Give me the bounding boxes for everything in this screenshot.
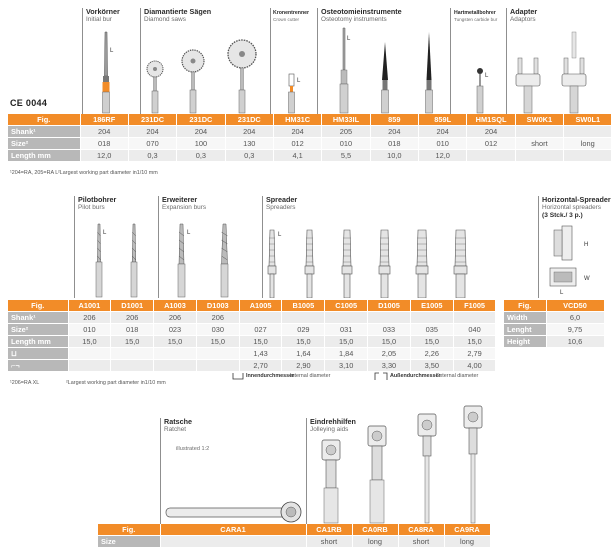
cell: 1,43 [239, 348, 282, 360]
table-row [8, 150, 612, 162]
group-subtitle: Horizontal spreaders [542, 204, 601, 211]
cell [453, 312, 496, 324]
table-row [504, 312, 604, 324]
inner-diameter-label-en: Internal diameter [290, 373, 331, 379]
cell: 031 [325, 324, 368, 336]
cell: 018 [370, 138, 418, 150]
cell [564, 126, 612, 138]
cell: 3,30 [368, 360, 411, 372]
cell: long [564, 138, 612, 150]
cell: 030 [196, 324, 239, 336]
spec-table-bottom [98, 524, 491, 548]
diamond-saw-medium-illustration [176, 48, 210, 114]
fig-cell: D1003 [196, 300, 239, 312]
fig-cell: A1005 [239, 300, 282, 312]
cell: 2,05 [368, 348, 411, 360]
fig-cell: E1005 [410, 300, 453, 312]
cell: 010 [68, 324, 111, 336]
jolleying-aid-4-illustration [458, 404, 488, 524]
table-row [8, 300, 496, 312]
pilot-bur-illustration [88, 222, 112, 298]
outer-diameter-icon [374, 372, 388, 381]
cell [410, 312, 453, 324]
fig-cell: 231DC [177, 114, 225, 126]
cell: 0,3 [128, 150, 176, 162]
row-label: Fig. [98, 524, 160, 536]
cell: 4,00 [453, 360, 496, 372]
cell: 206 [68, 312, 111, 324]
cell: short [306, 536, 352, 548]
group-title: Horizontal-Spreader [542, 195, 611, 204]
group-subtitle: Adaptors [510, 16, 536, 23]
table-row [504, 324, 604, 336]
row-label: Width [504, 312, 546, 324]
row-label: Fig. [8, 114, 80, 126]
cell: 204 [370, 126, 418, 138]
row-label: Size [98, 536, 160, 548]
spec-table-horizontal-spreader [504, 300, 605, 348]
divider [74, 196, 75, 298]
fig-cell: CA8RA [398, 524, 444, 536]
cell: 204 [419, 126, 467, 138]
cell: 027 [239, 324, 282, 336]
group-subtitle: Osteotomy instruments [321, 16, 387, 23]
cell: short [515, 138, 563, 150]
cell [325, 312, 368, 324]
cell: 5,5 [322, 150, 370, 162]
outer-diameter-label-en: External diameter [436, 373, 479, 379]
cell [515, 150, 563, 162]
table-row [8, 348, 496, 360]
carbide-bur-illustration [470, 62, 492, 114]
divider [450, 8, 451, 114]
cell: 0,3 [225, 150, 273, 162]
fig-cell: A1003 [154, 300, 197, 312]
length-marker: L [278, 232, 282, 238]
length-marker: L [560, 290, 564, 296]
group-title: Diamantierte Sägen [144, 7, 212, 16]
cell: 15,0 [453, 336, 496, 348]
cell: long [352, 536, 398, 548]
fig-cell: CA9RA [444, 524, 490, 536]
group-title: Vorkörner [86, 7, 120, 16]
length-marker: L [485, 73, 489, 79]
cell: short [398, 536, 444, 548]
cell: 204 [177, 126, 225, 138]
cell [467, 150, 515, 162]
table-row [8, 336, 496, 348]
cell [515, 126, 563, 138]
cell: 070 [128, 138, 176, 150]
footnote: ¹204=RA, 205=RA L [10, 170, 59, 176]
fig-cell: C1005 [325, 300, 368, 312]
cell: 130 [225, 138, 273, 150]
cell: 15,0 [68, 336, 111, 348]
cell: 2,26 [410, 348, 453, 360]
horizontal-spreader-illustration [544, 222, 604, 298]
group-subtitle: Tungsten carbide bur [454, 17, 498, 22]
fig-cell: SW0L1 [564, 114, 612, 126]
group-subtitle: Initial bur [86, 16, 112, 23]
cell: 3,50 [410, 360, 453, 372]
length-marker: L [103, 230, 107, 236]
inner-diameter-icon [232, 372, 244, 380]
divider [140, 8, 141, 114]
fig-cell: B1005 [282, 300, 325, 312]
divider [160, 418, 161, 524]
group-title: Hartmetallbohrer [454, 10, 496, 16]
row-label: Fig. [504, 300, 546, 312]
cell [154, 348, 197, 360]
footnote: ¹206=RA XL [10, 380, 40, 386]
cell: 040 [453, 324, 496, 336]
cell [154, 360, 197, 372]
cell: 206 [154, 312, 197, 324]
cell: 018 [80, 138, 128, 150]
cell: 023 [154, 324, 197, 336]
group-subtitle: Ratchet [164, 426, 187, 433]
row-label: Length mm [8, 336, 68, 348]
cell: 15,0 [111, 336, 154, 348]
fig-cell: 859 [370, 114, 418, 126]
cell: 033 [368, 324, 411, 336]
spreader-illustration [264, 226, 490, 298]
cell [111, 360, 154, 372]
length-marker: L [347, 36, 351, 42]
fig-cell: VCD50 [546, 300, 604, 312]
cell: 204 [467, 126, 515, 138]
divider [317, 8, 318, 114]
cell: 012 [467, 138, 515, 150]
crown-cutter-illustration [282, 72, 304, 114]
osteotomy-instrument-2-illustration [374, 40, 396, 114]
group-title: Spreader [266, 195, 298, 204]
table-row [98, 524, 490, 536]
cell: 010 [322, 138, 370, 150]
expansion-bur-illustration [170, 222, 196, 298]
cell: 029 [282, 324, 325, 336]
row-label: Lenght [504, 324, 546, 336]
table-row [8, 324, 496, 336]
cell: 205 [322, 126, 370, 138]
cell: 1,64 [282, 348, 325, 360]
row-label: Size² [8, 138, 80, 150]
jolleying-aid-3-illustration [412, 412, 442, 524]
fig-cell: CA1RB [306, 524, 352, 536]
table-row [504, 300, 604, 312]
fig-cell: 231DC [128, 114, 176, 126]
adaptor-short-illustration [510, 56, 546, 114]
inner-diameter-row-icon: ⊔ [8, 348, 68, 360]
cell: 10,6 [546, 336, 604, 348]
cell: 15,0 [410, 336, 453, 348]
cell: long [444, 536, 490, 548]
fig-cell: HM31C [273, 114, 321, 126]
cell [282, 312, 325, 324]
cell: 100 [177, 138, 225, 150]
divider [506, 8, 507, 114]
divider [158, 196, 159, 298]
cell: 018 [111, 324, 154, 336]
cell [160, 536, 306, 548]
height-marker: H [584, 242, 589, 248]
inner-diameter-label: Innendurchmesser [246, 373, 295, 379]
divider [306, 418, 307, 524]
jolleying-aid-1-illustration [316, 438, 346, 524]
adaptor-long-illustration [556, 30, 592, 114]
fig-cell: 859L [419, 114, 467, 126]
table-row [8, 360, 496, 372]
group-extra: (3 Stck./ 3 p.) [542, 212, 583, 219]
cell: 12,0 [80, 150, 128, 162]
group-subtitle: Expansion burs [162, 204, 207, 211]
cell: 3,10 [325, 360, 368, 372]
cell: 206 [196, 312, 239, 324]
divider [538, 196, 539, 298]
row-label: Length mm [8, 150, 80, 162]
cell: 9,75 [546, 324, 604, 336]
cell: 6,0 [546, 312, 604, 324]
cell: 012 [273, 138, 321, 150]
cell: 4,1 [273, 150, 321, 162]
row-label: Shank¹ [8, 312, 68, 324]
group-subtitle: Diamond saws [144, 16, 186, 23]
group-subtitle: Spreaders [266, 204, 296, 211]
group-title: Adapter [510, 7, 538, 16]
fig-cell: F1005 [453, 300, 496, 312]
cell: 204 [80, 126, 128, 138]
cell: 15,0 [196, 336, 239, 348]
cell [564, 150, 612, 162]
table-row [8, 114, 612, 126]
cell: 2,70 [239, 360, 282, 372]
cell [68, 348, 111, 360]
group-title: Kronentrenner [273, 10, 310, 16]
row-label: Fig. [8, 300, 68, 312]
cell: 1,84 [325, 348, 368, 360]
cell: 15,0 [368, 336, 411, 348]
group-title: Ratsche [164, 417, 192, 426]
initial-bur-illustration [96, 30, 116, 114]
cell: 204 [128, 126, 176, 138]
diamond-saw-large-illustration [222, 38, 262, 114]
cell [68, 360, 111, 372]
cell: 12,0 [419, 150, 467, 162]
cell: 035 [410, 324, 453, 336]
cell: 2,90 [282, 360, 325, 372]
length-marker: L [297, 78, 301, 84]
table-row [8, 312, 496, 324]
group-subtitle: Crown cutter [273, 17, 300, 22]
fig-cell: CARA1 [160, 524, 306, 536]
pilot-bur-2-illustration [124, 222, 144, 298]
cell: 15,0 [282, 336, 325, 348]
group-title: Erweiterer [162, 195, 198, 204]
cell: 15,0 [154, 336, 197, 348]
cell: 204 [225, 126, 273, 138]
row-label: Shank¹ [8, 126, 80, 138]
fig-cell: 186RF [80, 114, 128, 126]
cell: 15,0 [325, 336, 368, 348]
group-subtitle: Pilot burs [78, 204, 105, 211]
table-row [8, 138, 612, 150]
cell: 010 [419, 138, 467, 150]
spec-table-middle [8, 300, 496, 372]
fig-cell: D1005 [368, 300, 411, 312]
width-marker: W [584, 276, 590, 282]
cell: 0,3 [177, 150, 225, 162]
outer-diameter-label: Außendurchmesser [390, 373, 441, 379]
length-marker: L [110, 48, 114, 54]
fig-cell: HM1SQL [467, 114, 515, 126]
footnote: ²Largest working part diameter in1/10 mm [58, 170, 158, 176]
fig-cell: SW0K1 [515, 114, 563, 126]
cell: 15,0 [239, 336, 282, 348]
ce-mark: CE 0044 [10, 98, 48, 108]
diamond-saw-small-illustration [142, 58, 168, 114]
divider [262, 196, 263, 298]
cell: 204 [273, 126, 321, 138]
cell [111, 348, 154, 360]
spec-table-top [8, 114, 612, 162]
row-label: Size² [8, 324, 68, 336]
osteotomy-instrument-3-illustration [418, 30, 440, 114]
group-title: Pilotbohrer [78, 195, 117, 204]
divider [270, 8, 271, 114]
cell [196, 348, 239, 360]
cell: 10,0 [370, 150, 418, 162]
divider [82, 8, 83, 114]
fig-cell: HM33IL [322, 114, 370, 126]
cell [239, 312, 282, 324]
cell [368, 312, 411, 324]
ratchet-illustration [164, 498, 304, 524]
outer-diameter-row-icon: ⌐¬ [8, 360, 68, 372]
table-row [504, 336, 604, 348]
fig-cell: A1001 [68, 300, 111, 312]
fig-cell: D1001 [111, 300, 154, 312]
group-title: Osteotomieinstrumente [321, 7, 402, 16]
cell: 206 [111, 312, 154, 324]
table-row [8, 126, 612, 138]
expansion-bur-2-illustration [214, 222, 236, 298]
fig-cell: 231DC [225, 114, 273, 126]
row-label: Height [504, 336, 546, 348]
cell [196, 360, 239, 372]
jolleying-aid-2-illustration [362, 424, 392, 524]
cell: 2,79 [453, 348, 496, 360]
footnote: ²Largest working part diameter in1/10 mm [66, 380, 166, 386]
group-subtitle: Jolleying aids [310, 426, 349, 433]
length-marker: L [187, 230, 191, 236]
osteotomy-instrument-1-illustration [333, 26, 355, 114]
fig-cell: CA0RB [352, 524, 398, 536]
group-title: Eindrehhilfen [310, 417, 356, 426]
table-row [98, 536, 490, 548]
scale-note: illustrated 1:2 [176, 446, 210, 452]
